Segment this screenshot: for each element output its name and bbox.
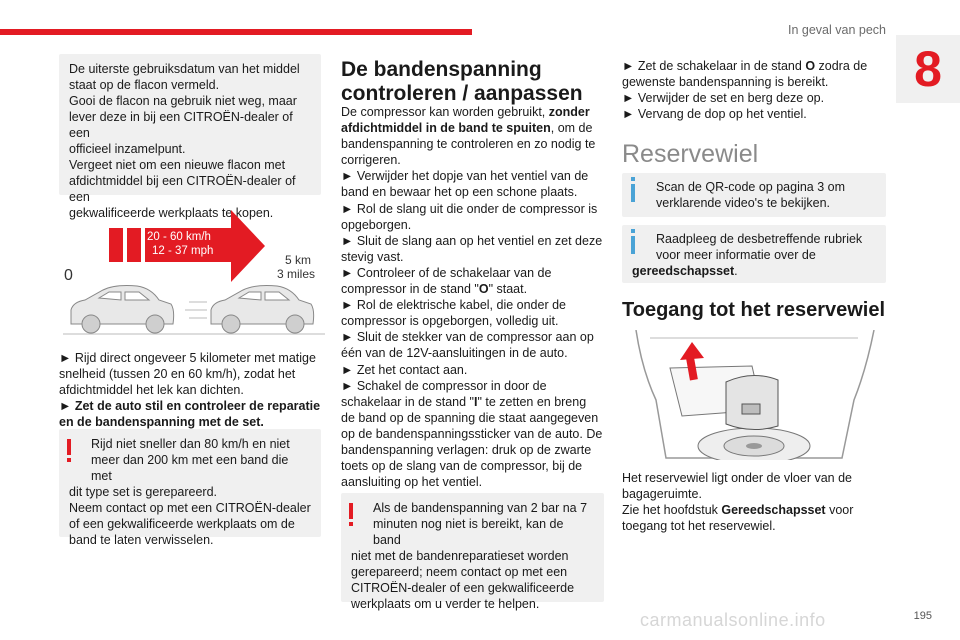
page-number: 195 (913, 610, 932, 622)
driving-illustration (59, 206, 329, 338)
title-line: De bandenspanning (341, 58, 542, 81)
text-line: afdichtmiddel het lek kan dichten. (59, 383, 244, 398)
text-line: ► Controleer of de schakelaar van de (341, 265, 552, 280)
warning-line: Neem contact op met een CITROËN-dealer (69, 501, 311, 515)
info-icon-dot (631, 177, 635, 181)
speed-warning-box (59, 429, 321, 547)
warning-line: band te laten verwisselen. (69, 533, 214, 547)
text-line: afdichtmiddel in de band te spuiten, om de (341, 121, 593, 136)
text-line: aansluiting op het ventiel. (341, 475, 483, 490)
text-line: ► Verwijder de set en berg deze op. (622, 91, 825, 106)
warning-line: meer dan 200 km met een band die met (91, 453, 289, 483)
text-line: ► Rol de slang uit die onder de compressor is (341, 201, 598, 216)
info-icon (631, 236, 635, 254)
note-line: staat op de flacon vermeld. (69, 78, 220, 92)
watermark: carmanualsonline.info (640, 610, 826, 630)
note-line: afdichtmiddel bij een CITROËN-dealer of een (69, 174, 296, 204)
text-line: ► Sluit de slang aan op het ventiel en zet deze (341, 233, 603, 248)
text-line: compressor is opgeborgen, volledig uit. (341, 314, 559, 329)
note-line: De uiterste gebruiksdatum van het middel (69, 62, 300, 76)
text-line: opgeborgen. (341, 217, 412, 232)
warning-line: of een gekwalificeerde werkplaats om de (69, 517, 295, 531)
warning-line: minuten nog niet is bereikt, kan de band (373, 517, 564, 547)
note-line: officieel inzamelpunt. (69, 142, 186, 156)
text-line: ► Rol de elektrische kabel, die onder de (341, 298, 566, 313)
text-line: snelheid (tussen 20 en 60 km/h), zodat het (59, 367, 296, 382)
warning-line: werkplaats om u verder te helpen. (351, 597, 540, 611)
text-line: band en bewaar het op een schone plaats. (341, 185, 578, 200)
trunk-illustration (622, 330, 886, 460)
car-right-icon (185, 286, 314, 334)
qr-info-box (622, 173, 886, 217)
drive-instructions (59, 350, 329, 430)
warning-line: Als de bandenspanning van 2 bar na 7 (373, 501, 588, 515)
spare-wheel-heading: Reservewiel (622, 140, 759, 168)
info-icon-dot (631, 229, 635, 233)
text-line: corrigeren. (341, 153, 401, 168)
info-line: gereedschapsset. (632, 264, 738, 278)
text-line: ► Zet het contact aan. (341, 362, 468, 377)
pressure-warning-box (341, 493, 604, 611)
text-line: stevig vast. (341, 249, 404, 264)
warning-line: gerepareerd; neem contact op met een (351, 565, 568, 579)
speed-kmh-label: 20 - 60 km/h (147, 231, 211, 243)
text-line: ► Verwijder het dopje van het ventiel van de (341, 169, 589, 184)
info-icon (631, 184, 635, 202)
info-line: verklarende video's te bekijken. (656, 196, 831, 210)
text-line: De compressor kan worden gebruikt, zonder (341, 105, 590, 119)
warning-line: CITROËN-dealer of een gekwalificeerde (351, 581, 575, 595)
info-line: Raadpleeg de desbetreffende rubriek (656, 232, 863, 246)
final-steps (622, 58, 886, 122)
text-line: Het reservewiel ligt onder de vloer van de (622, 471, 852, 485)
text-line: ► Zet de auto stil en controleer de reparatie (59, 399, 321, 414)
text-line: toegang tot het reservewiel. (622, 519, 776, 534)
warning-icon (349, 503, 353, 519)
note-line: Gooi de flacon na gebruik niet weg, maar (69, 94, 297, 108)
warning-line: Rijd niet sneller dan 80 km/h en niet (91, 437, 290, 451)
text-line: op de bandenspanningssticker van de auto. De (341, 426, 603, 441)
section-title: In geval van pech (788, 23, 886, 37)
header-accent-bar (0, 29, 472, 35)
text-line: ► Vervang de dop op het ventiel. (622, 107, 807, 122)
toolkit-info-box (622, 225, 886, 283)
title-line: controleren / aanpassen (341, 82, 583, 105)
speed-mph-label: 12 - 37 mph (152, 245, 214, 257)
text-line: bandenspanning te controleren en zo nodig te (341, 137, 596, 152)
distance-km-label: 5 km (285, 253, 312, 267)
warning-line: dit type set is gerepareerd. (69, 485, 217, 499)
access-spare-heading: Toegang tot het reservewiel (622, 299, 886, 321)
text-line: één van de 12V-aansluitingen in de auto. (341, 346, 568, 361)
text-line: ► Rijd direct ongeveer 5 kilometer met matige (59, 351, 316, 365)
text-line: toets op de slang van de compressor, bij de (341, 459, 583, 474)
note-line: Vergeet niet om een nieuwe flacon met (69, 158, 286, 172)
note-line: gekwalificeerde werkplaats te kopen. (69, 206, 274, 220)
expiry-note-box (59, 54, 321, 220)
spare-wheel-text (622, 470, 886, 534)
text-line: en de bandenspanning met de set. (59, 415, 264, 430)
warning-line: niet met de bandenreparatieset worden (351, 549, 569, 563)
start-zero-label: 0 (64, 267, 73, 284)
text-line: ► Zet de schakelaar in de stand O zodra de (622, 59, 868, 73)
text-line: bandenspanning verlagen: druk op de zwarte (341, 442, 592, 457)
text-line: ► Sluit de stekker van de compressor aan op (341, 330, 594, 345)
text-line: gewenste bandenspanning is bereikt. (622, 75, 829, 90)
pressure-section-title (341, 58, 603, 106)
warning-icon (67, 439, 71, 455)
chapter-number: 8 (896, 35, 960, 103)
text-line: Zie het hoofdstuk Gereedschapsset voor (622, 503, 854, 518)
distance-miles-label: 3 miles (277, 267, 316, 281)
warning-icon-dot (67, 458, 71, 462)
text-line: bagageruimte. (622, 487, 702, 502)
text-line: compressor in de stand "O" staat. (341, 282, 528, 297)
car-left-icon (71, 286, 174, 334)
note-line: lever deze in bij een CITROËN-dealer of een (69, 110, 293, 140)
pressure-instructions (341, 104, 603, 490)
info-line: Scan de QR-code op pagina 3 om (656, 180, 846, 194)
info-line: voor meer informatie over de (656, 248, 816, 262)
text-line: ► Schakel de compressor in door de (341, 378, 547, 393)
text-line: schakelaar in de stand "I" te zetten en breng (341, 394, 587, 409)
warning-icon-dot (349, 522, 353, 526)
text-line: de band op de spanning die staat aangegeven (341, 410, 599, 425)
